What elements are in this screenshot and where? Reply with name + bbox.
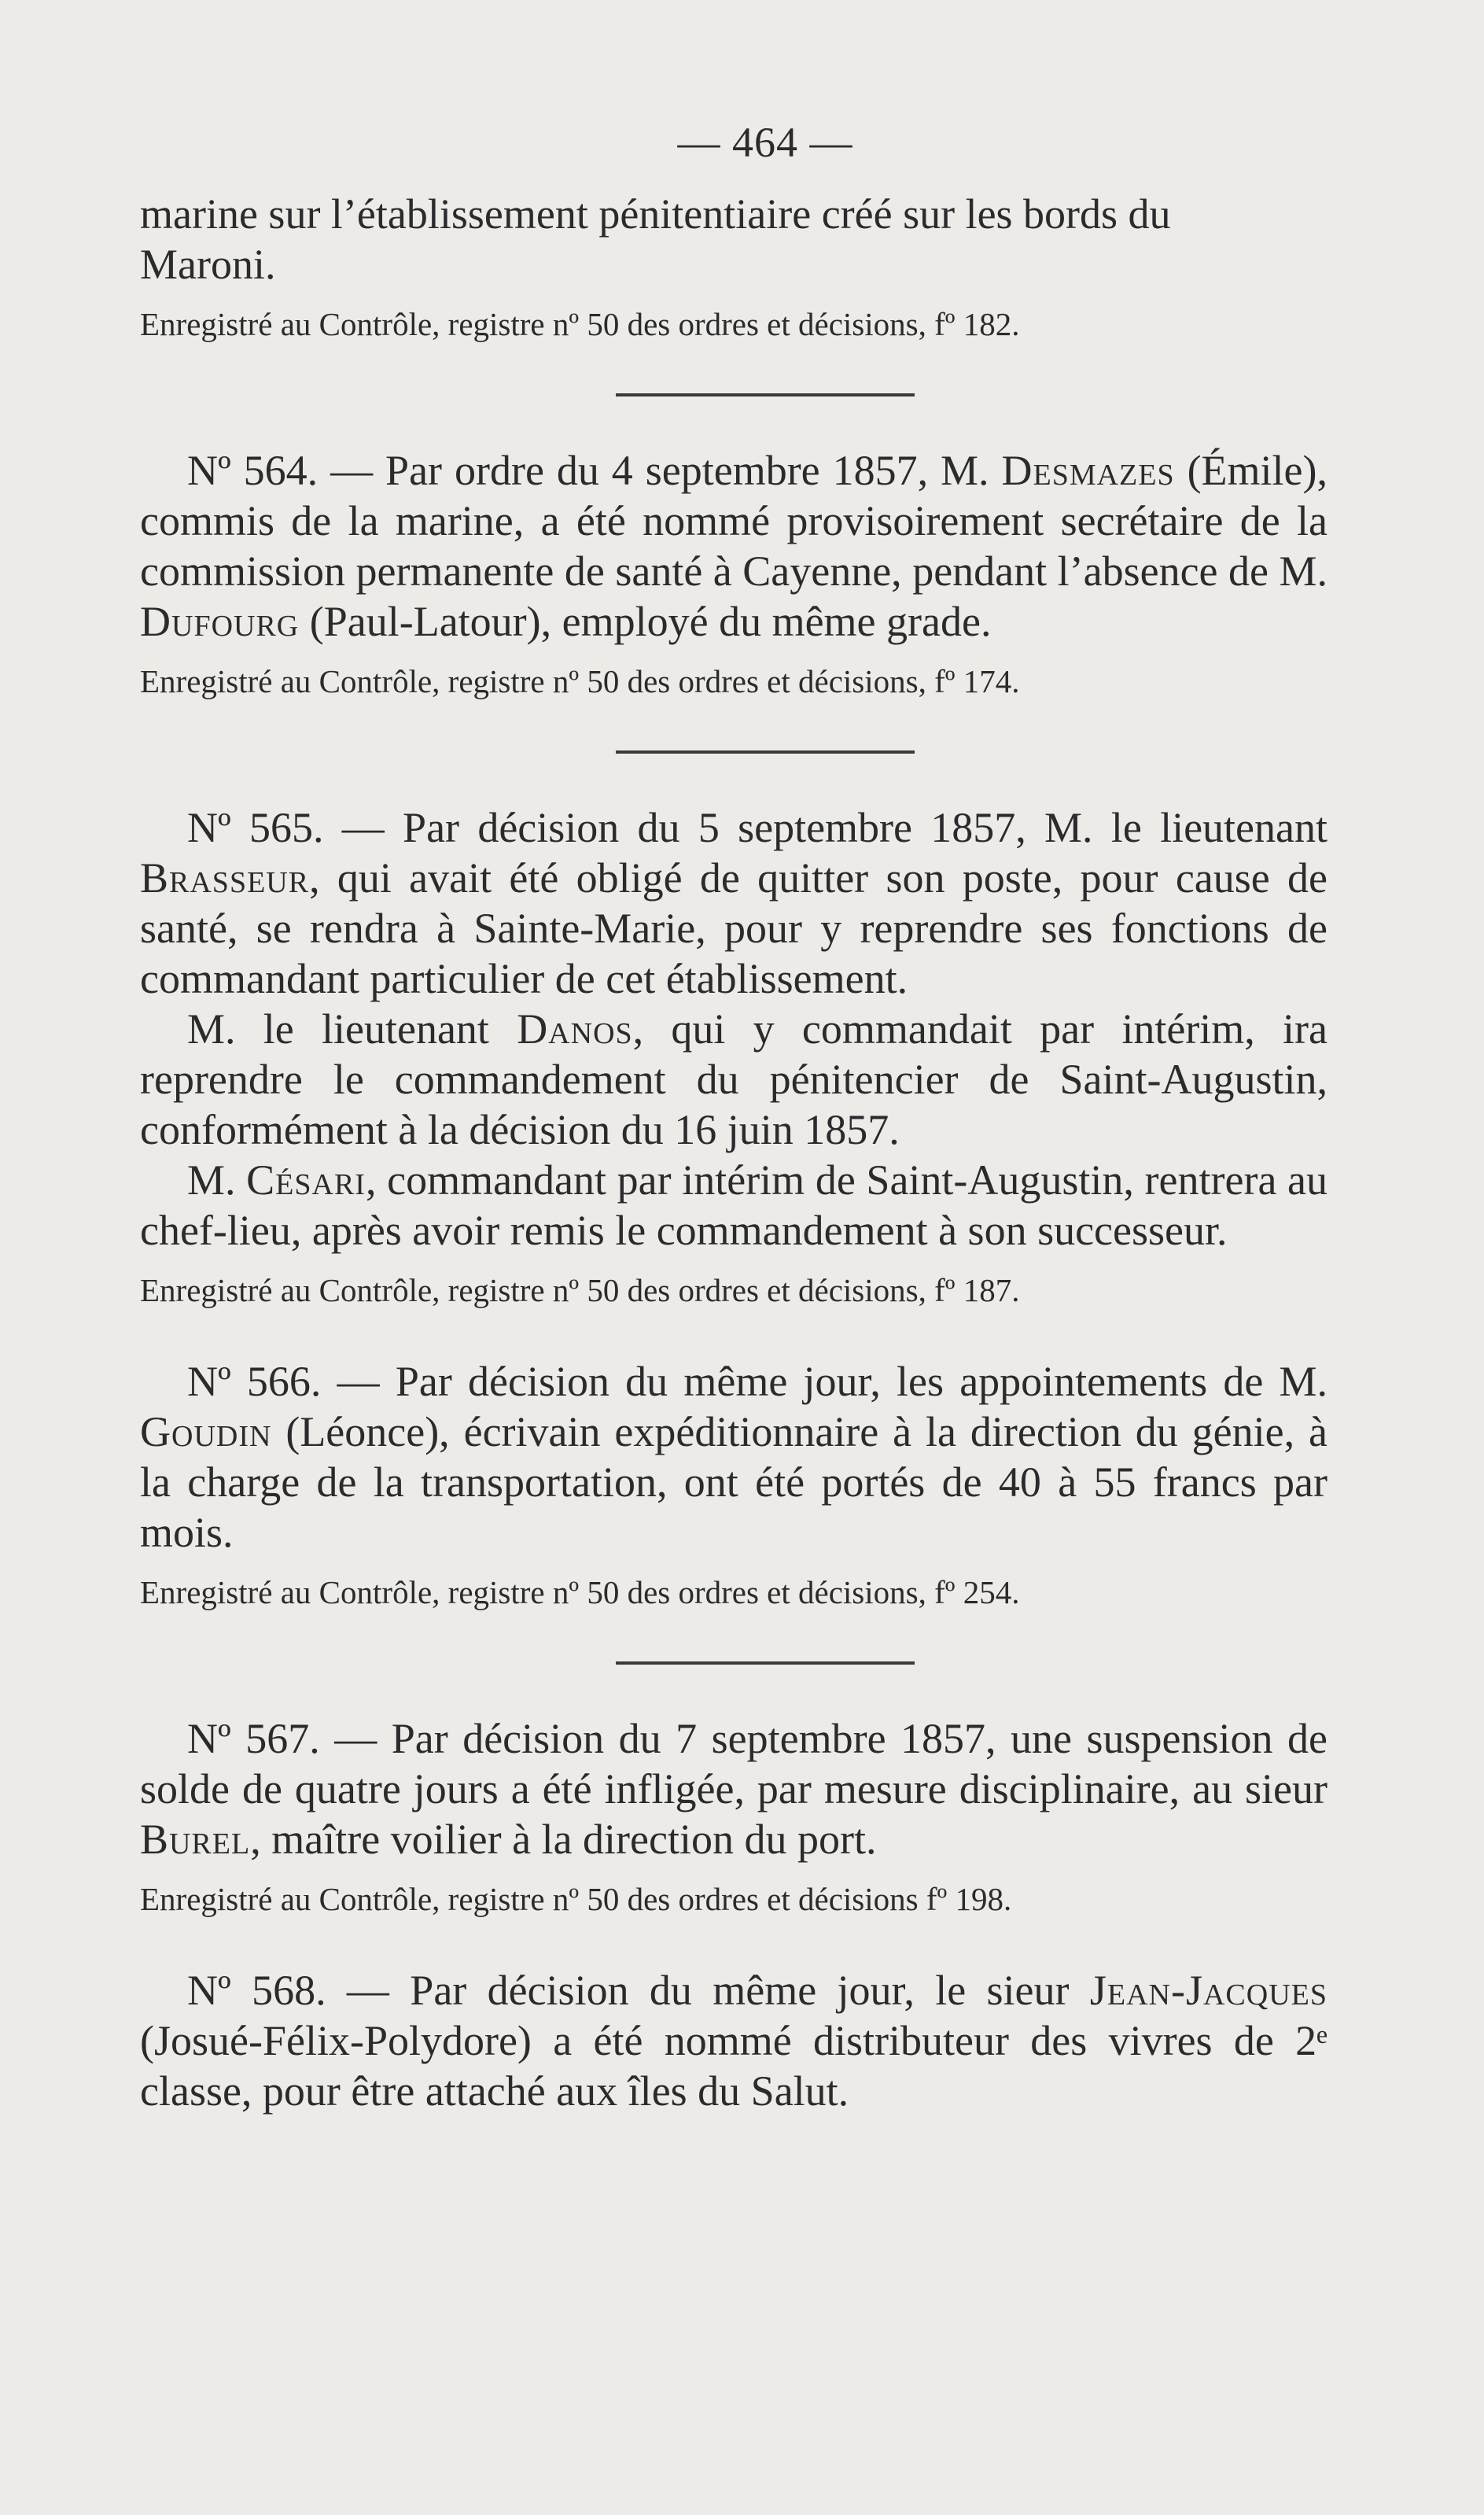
entry-text: (Émile), commis de la marine, a été nommé provisoirement secrétaire de la commission permanente de santé à Cayenne, pendant l’absence de M. xyxy=(140,447,1327,595)
entry-text: (Léonce), écrivain expéditionnaire à la direction du génie, à la charge de la transportation, ont été portés de 40 à 55 francs par mois. xyxy=(140,1408,1327,1556)
entry-text: Nº 564. — Par ordre du 4 septembre 1857, M. xyxy=(187,447,1002,494)
register-note: Enregistré au Contrôle, registre nº 50 des ordres et décisions, fº 254. xyxy=(140,1574,1020,1610)
entry-paragraph xyxy=(140,1713,1327,1864)
person-name: Brasseur xyxy=(140,854,310,902)
register-note: Enregistré au Contrôle, registre nº 50 des ordres et décisions fº 198. xyxy=(140,1881,1012,1917)
continuation-line-2: Maroni. xyxy=(140,241,276,288)
entry-text: (Paul-Latour), employé du même grade. xyxy=(299,598,992,645)
entry-paragraph xyxy=(140,1965,1327,2116)
entry-paragraph xyxy=(140,445,1327,647)
separator-rule xyxy=(616,750,915,754)
person-name: Goudin xyxy=(140,1408,272,1455)
entry-567 xyxy=(140,1713,1327,1919)
separator-rule xyxy=(616,1661,915,1665)
person-name: Burel xyxy=(140,1816,251,1863)
entry-text: , commandant par intérim de Saint-Augustin, rentrera au chef-lieu, après avoir remis le commandement à son successeur. xyxy=(140,1156,1328,1254)
person-name: Césari xyxy=(246,1156,366,1204)
entry-566 xyxy=(140,1356,1327,1613)
entry-paragraph xyxy=(140,1155,1327,1256)
person-name: Desmazes xyxy=(1001,447,1175,494)
register-note: Enregistré au Contrôle, registre nº 50 des ordres et décisions, fº 182. xyxy=(140,306,1020,342)
entry-text: (Josué-Félix-Polydore) a été nommé distributeur des vivres de 2ᵉ classe, pour être attaché aux îles du Salut. xyxy=(140,2017,1327,2115)
spacer xyxy=(140,1919,1327,1965)
spacer xyxy=(140,1311,1327,1356)
entry-text: Nº 565. — Par décision du 5 septembre 1857, M. le lieutenant xyxy=(187,804,1327,851)
entry-text: Nº 567. — Par décision du 7 septembre 1857, une suspension de solde de quatre jours a été infligée, par mesure disciplinaire, au sieur xyxy=(140,1715,1327,1812)
entry-text: M. xyxy=(187,1156,247,1204)
person-name: Jean-Jacques xyxy=(1089,1967,1327,2014)
register-note: Enregistré au Contrôle, registre nº 50 des ordres et décisions, fº 187. xyxy=(140,1272,1020,1308)
entry-text: , qui y commandait par intérim, ira reprendre le commandement du pénitencier de Saint-Augustin, conformément à la décision du 16 juin 1857. xyxy=(140,1005,1327,1153)
register-note: Enregistré au Contrôle, registre nº 50 des ordres et décisions, fº 174. xyxy=(140,663,1020,699)
entry-paragraph xyxy=(140,1004,1327,1155)
page-number: — 464 — xyxy=(677,119,853,166)
continuation-line-1: marine sur l’établissement pénitentiaire créé sur les bords du xyxy=(140,190,1171,238)
entry-565 xyxy=(140,802,1327,1311)
entry-text: , qui avait été obligé de quitter son poste, pour cause de santé, se rendra à Sainte-Marie, pour y reprendre ses fonctions de commandant particulier de cet établissement. xyxy=(140,854,1327,1002)
person-name: Danos xyxy=(517,1005,633,1053)
separator-rule xyxy=(616,393,915,396)
continuation-paragraph xyxy=(140,189,1327,289)
entry-text: Nº 566. — Par décision du même jour, les appointements de M. xyxy=(187,1358,1327,1405)
entry-paragraph xyxy=(140,802,1327,1004)
entry-text: M. le lieutenant xyxy=(187,1005,517,1053)
document-page xyxy=(140,118,1327,2116)
entry-568 xyxy=(140,1965,1327,2116)
entry-text: Nº 568. — Par décision du même jour, le sieur xyxy=(187,1967,1090,2014)
entry-continuation xyxy=(140,189,1327,345)
entry-text: , maître voilier à la direction du port. xyxy=(250,1816,877,1863)
person-name: Dufourg xyxy=(140,598,300,645)
entry-paragraph xyxy=(140,1356,1327,1558)
entry-564 xyxy=(140,445,1327,702)
